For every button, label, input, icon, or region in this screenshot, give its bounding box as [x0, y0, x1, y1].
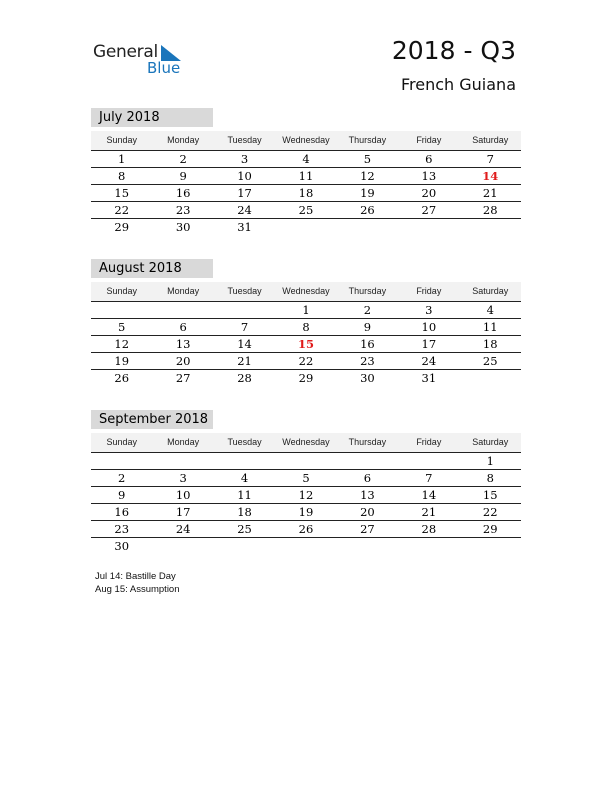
holiday-notes	[95, 570, 180, 596]
day-cell	[214, 453, 275, 469]
day-cell: 20	[360, 505, 375, 519]
day-cell: 7	[486, 152, 494, 166]
day-cell: 19	[114, 354, 130, 368]
day-cell: 15	[114, 186, 130, 200]
weekday-label: Tuesday	[227, 437, 262, 447]
weekday-header-row	[91, 433, 521, 453]
day-cell: 12	[298, 488, 314, 502]
month-block-july	[91, 108, 521, 235]
day-cell: 17	[421, 337, 437, 351]
day-cell	[275, 538, 336, 554]
week-row	[91, 370, 521, 386]
holiday-note: Jul 14: Bastille Day	[95, 571, 176, 582]
weekday-label: Sunday	[106, 437, 137, 447]
week-row	[91, 302, 521, 319]
day-cell	[275, 453, 336, 469]
week-row	[91, 504, 521, 521]
weekday-label: Monday	[167, 286, 200, 296]
day-cell: 1	[302, 303, 310, 317]
weekday-label: Sunday	[106, 135, 137, 145]
day-cell: 23	[114, 522, 130, 536]
day-cell: 2	[118, 471, 126, 485]
day-cell	[214, 302, 275, 318]
day-cell: 21	[421, 505, 437, 519]
month-label: September 2018	[91, 410, 213, 429]
day-cell: 25	[298, 203, 314, 217]
day-cell: 13	[175, 337, 191, 351]
day-cell: 13	[421, 169, 437, 183]
day-cell: 23	[360, 354, 375, 368]
day-cell: 9	[118, 488, 126, 502]
day-cell: 29	[114, 220, 130, 234]
week-row	[91, 202, 521, 219]
weekday-label: Friday	[416, 135, 442, 145]
day-cell: 14	[482, 169, 499, 183]
day-cell	[214, 538, 275, 554]
week-row	[91, 151, 521, 168]
day-cell: 28	[421, 522, 437, 536]
week-row	[91, 219, 521, 235]
day-cell: 27	[175, 371, 191, 385]
week-row	[91, 453, 521, 470]
day-cell: 21	[482, 186, 498, 200]
day-cell: 16	[360, 337, 375, 351]
week-row	[91, 185, 521, 202]
day-cell: 30	[175, 220, 191, 234]
logo-general-text: General	[93, 42, 158, 62]
day-cell: 8	[118, 169, 126, 183]
day-cell	[337, 219, 398, 235]
day-cell: 6	[363, 471, 372, 485]
weekday-label: Monday	[167, 135, 200, 145]
day-cell: 30	[114, 539, 130, 553]
day-cell: 12	[360, 169, 375, 183]
day-cell: 26	[114, 371, 130, 385]
weekday-header-row	[91, 282, 521, 302]
day-cell: 18	[482, 337, 498, 351]
day-cell: 7	[240, 320, 249, 334]
day-cell: 8	[302, 320, 310, 334]
day-cell	[337, 453, 398, 469]
day-cell	[398, 453, 459, 469]
logo	[93, 38, 193, 82]
weekday-label: Tuesday	[227, 286, 262, 296]
day-cell	[152, 453, 213, 469]
day-cell	[398, 219, 459, 235]
day-cell: 30	[360, 371, 375, 385]
weekday-label: Friday	[416, 286, 442, 296]
day-cell	[275, 219, 336, 235]
weekday-label: Saturday	[472, 437, 509, 447]
month-label: July 2018	[91, 108, 213, 127]
week-row	[91, 538, 521, 554]
day-cell: 26	[360, 203, 375, 217]
quarter-title: 2018 - Q3	[391, 36, 516, 65]
day-cell: 15	[297, 337, 314, 351]
day-cell: 8	[486, 471, 494, 485]
day-cell: 20	[175, 354, 191, 368]
region-name: French Guiana	[400, 75, 516, 94]
day-cell: 6	[179, 320, 187, 334]
day-cell: 14	[421, 488, 437, 502]
day-cell	[91, 453, 152, 469]
day-cell: 9	[363, 320, 372, 334]
week-row	[91, 168, 521, 185]
weekday-label: Monday	[167, 437, 200, 447]
day-cell: 24	[237, 203, 252, 217]
day-cell: 2	[179, 152, 187, 166]
day-cell: 24	[175, 522, 191, 536]
day-cell: 15	[482, 488, 498, 502]
weekday-label: Wednesday	[282, 437, 330, 447]
day-cell: 14	[237, 337, 252, 351]
day-cell: 19	[360, 186, 375, 200]
day-cell: 12	[114, 337, 130, 351]
day-cell: 22	[298, 354, 314, 368]
weekday-label: Wednesday	[282, 135, 330, 145]
weekday-label: Saturday	[472, 135, 509, 145]
day-cell	[152, 302, 213, 318]
day-cell: 19	[298, 505, 314, 519]
weekday-label: Wednesday	[282, 286, 330, 296]
day-cell: 17	[237, 186, 252, 200]
day-cell: 13	[360, 488, 375, 502]
day-cell: 16	[175, 186, 191, 200]
day-cell: 17	[175, 505, 191, 519]
day-cell	[460, 370, 521, 386]
weekday-label: Thursday	[348, 135, 387, 145]
day-cell: 16	[114, 505, 130, 519]
day-cell: 3	[240, 152, 249, 166]
day-cell	[337, 538, 398, 554]
day-cell: 6	[425, 152, 433, 166]
logo-blue-text: Blue	[147, 59, 181, 77]
week-row	[91, 521, 521, 538]
day-cell: 24	[421, 354, 437, 368]
day-cell: 3	[179, 471, 187, 485]
weekday-label: Thursday	[348, 437, 387, 447]
month-block-august	[91, 259, 521, 386]
day-cell: 18	[237, 505, 252, 519]
day-cell: 7	[425, 471, 433, 485]
day-cell: 11	[298, 169, 314, 183]
weekday-label: Thursday	[348, 286, 387, 296]
day-cell: 5	[118, 320, 126, 334]
week-row	[91, 470, 521, 487]
weekday-label: Sunday	[106, 286, 137, 296]
day-cell	[398, 538, 459, 554]
day-cell	[91, 302, 152, 318]
day-cell: 29	[298, 371, 314, 385]
day-cell: 5	[363, 152, 372, 166]
day-cell: 29	[482, 522, 498, 536]
day-cell	[152, 538, 213, 554]
week-row	[91, 336, 521, 353]
weekday-label: Tuesday	[227, 135, 262, 145]
day-cell: 5	[302, 471, 310, 485]
day-cell: 20	[421, 186, 437, 200]
day-cell: 27	[421, 203, 437, 217]
day-cell: 27	[360, 522, 375, 536]
holiday-note: Aug 15: Assumption	[95, 584, 180, 595]
day-cell: 18	[298, 186, 314, 200]
day-cell: 28	[482, 203, 498, 217]
day-cell: 4	[240, 471, 249, 485]
day-cell: 10	[175, 488, 191, 502]
week-row	[91, 487, 521, 504]
week-row	[91, 353, 521, 370]
day-cell: 1	[486, 454, 494, 468]
day-cell: 9	[179, 169, 187, 183]
day-cell: 4	[486, 303, 494, 317]
weekday-label: Friday	[416, 437, 442, 447]
day-cell: 23	[175, 203, 191, 217]
day-cell: 22	[114, 203, 130, 217]
day-cell: 25	[482, 354, 498, 368]
month-label: August 2018	[91, 259, 213, 278]
day-cell: 10	[421, 320, 437, 334]
weekday-header-row	[91, 131, 521, 151]
day-cell: 11	[237, 488, 252, 502]
day-cell: 21	[237, 354, 252, 368]
day-cell: 1	[118, 152, 126, 166]
day-cell: 4	[302, 152, 310, 166]
day-cell	[460, 219, 521, 235]
weekday-label: Saturday	[472, 286, 509, 296]
week-row	[91, 319, 521, 336]
day-cell: 10	[237, 169, 252, 183]
day-cell: 31	[421, 371, 437, 385]
day-cell: 28	[237, 371, 252, 385]
day-cell: 31	[237, 220, 252, 234]
day-cell: 25	[237, 522, 252, 536]
month-block-september	[91, 410, 521, 554]
day-cell: 22	[482, 505, 498, 519]
day-cell: 2	[363, 303, 372, 317]
day-cell: 3	[425, 303, 433, 317]
day-cell: 11	[482, 320, 498, 334]
day-cell	[460, 538, 521, 554]
day-cell: 26	[298, 522, 314, 536]
